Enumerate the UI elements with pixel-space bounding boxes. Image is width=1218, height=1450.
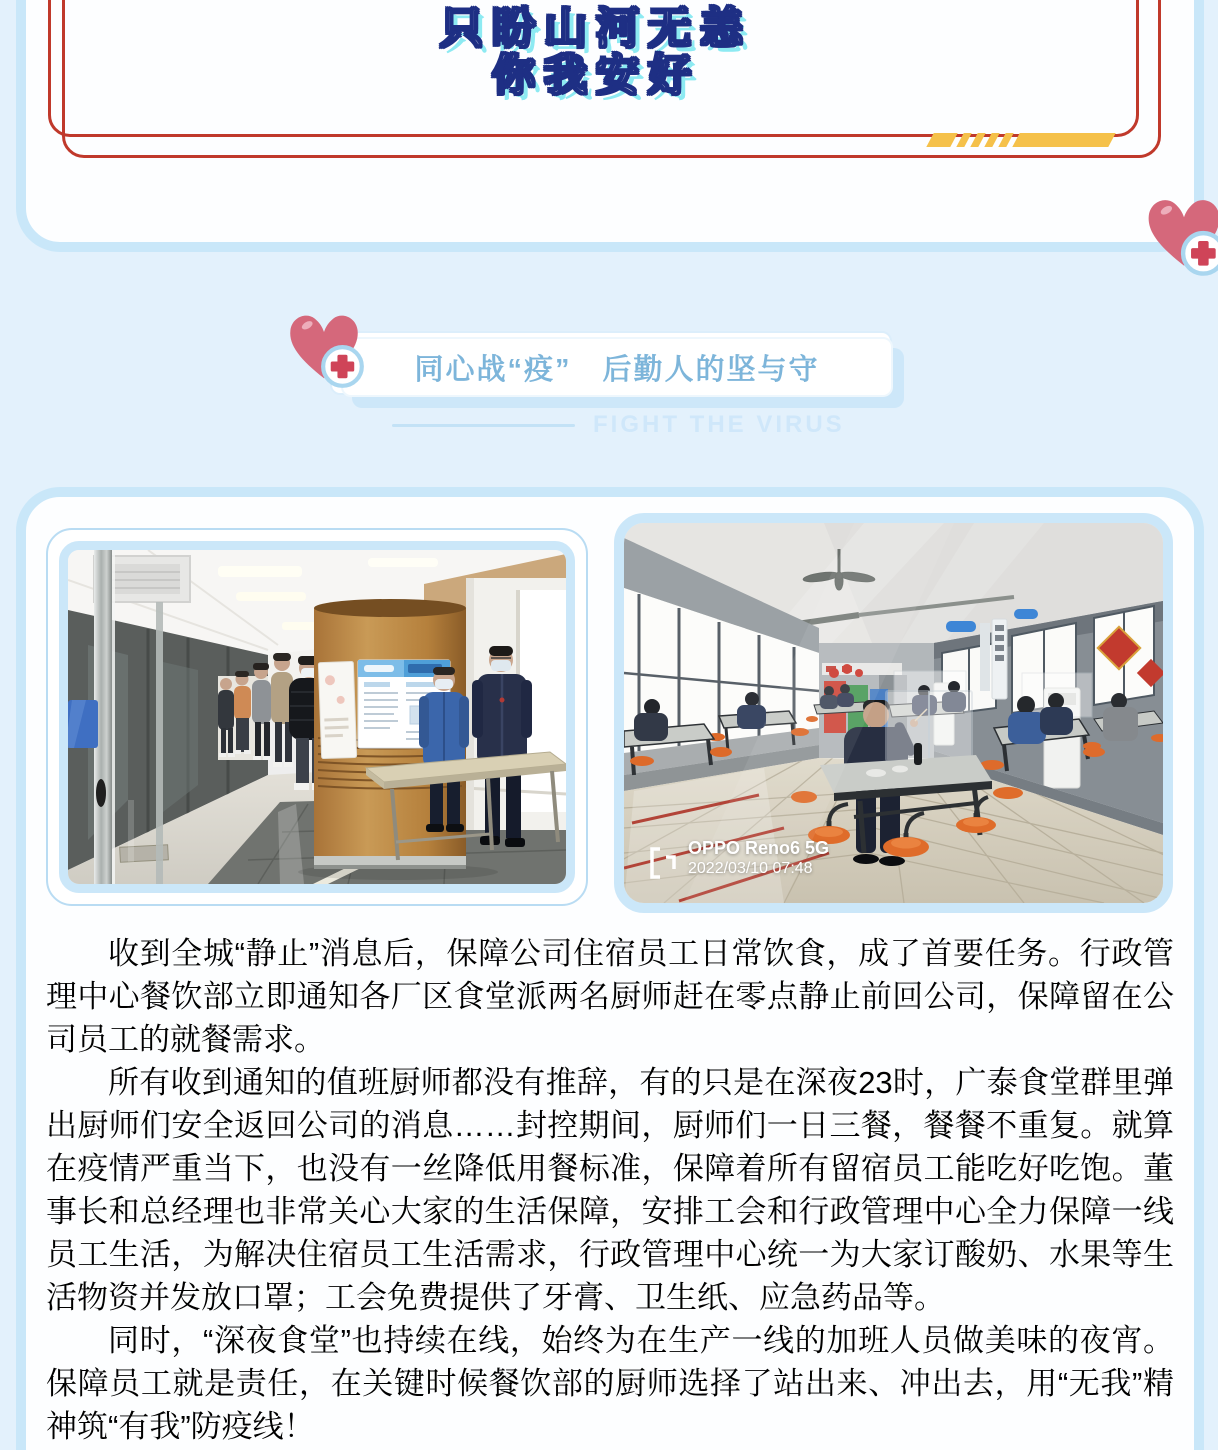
yellow-slashes-decoration	[930, 133, 1112, 147]
paragraph: 同时，“深夜食堂”也持续在线，始终为在生产一线的加班人员做美味的夜宵。保障员工就是责任，在关键时候餐饮部的厨师选择了站出来、冲出去，用“无我”精神筑“有我”防疫线！	[46, 1323, 1174, 1444]
paragraph: 所有收到通知的值班厨师都没有推辞，有的只是在深夜23时，广泰食堂群里弹出厨师们安全返回公司的消息……封控期间，厨师们一日三餐，餐餐不重复。就算在疫情严重当下，也没有一丝降低用餐标准，保障着所有留宿员工能吃好吃饱。董事长和总经理也非常关心大家的生活保障，安排工会和行政管理中心全力保障一线员工生活，为解决住宿员工生活需求，行政管理中心统一为大家订酸奶、水果等生活物资并发放口罩；工会免费提供了牙膏、卫生纸、应急药品等。	[46, 1065, 1174, 1315]
section-title: 同心战“疫” 后勤人的坚与守	[414, 353, 820, 386]
hero-title-line1: 只盼山河无恙	[440, 5, 752, 53]
watermark-model: OPPO Reno6 5G	[688, 837, 830, 858]
photo-frame	[59, 541, 575, 893]
heart-cross-icon	[1140, 190, 1218, 278]
hero-title	[16, 6, 1176, 100]
paragraph: 收到全城“静止”消息后，保障公司住宿员工日常饮食，成了首要任务。行政管理中心餐饮部立即通知各厂区食堂派两名厨师赶在零点静止前回公司，保障留在公司员工的就餐需求。	[46, 936, 1174, 1057]
photo-watermark	[650, 837, 829, 880]
photo-canteen[interactable]	[614, 513, 1173, 913]
watermark-datetime: 2022/03/10 07:48	[688, 860, 813, 877]
section-title-box	[341, 337, 893, 397]
photo-hallway-queue[interactable]	[46, 528, 588, 906]
article-body	[46, 932, 1174, 1448]
hallway-photo-illustration	[68, 550, 566, 884]
subtitle-divider-line	[392, 424, 575, 427]
heart-cross-icon	[282, 306, 366, 390]
camera-watermark-icon	[650, 847, 676, 879]
hero-title-line2: 你我安好	[492, 52, 700, 100]
section-subtitle: FIGHT THE VIRUS	[593, 411, 845, 438]
section-subtitle-row	[392, 410, 845, 440]
